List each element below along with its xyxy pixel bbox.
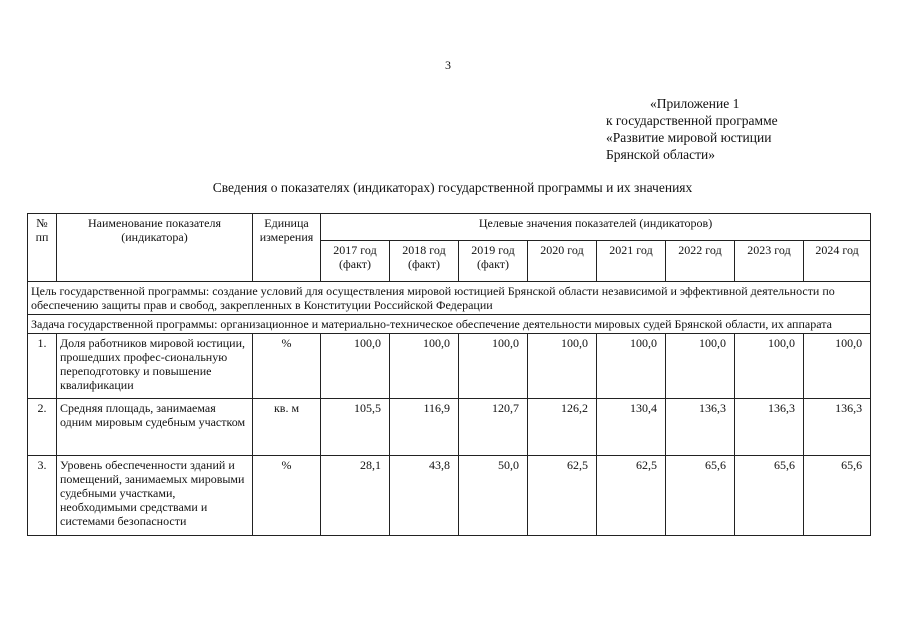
row-value: 120,7 — [459, 399, 528, 456]
year-label: 2018 год — [402, 243, 446, 257]
indicators-table — [27, 213, 871, 536]
row-value: 65,6 — [666, 456, 735, 536]
row-name: Уровень обеспеченности зданий и помещений, занимаемых мировыми судебными участками, необходимыми средствами и системами безопасности — [57, 456, 253, 536]
row-name: Доля работников мировой юстиции, прошедших профес-сиональную переподготовку и повышение квалификации — [57, 334, 253, 399]
row-value: 65,6 — [735, 456, 804, 536]
row-value: 100,0 — [804, 334, 871, 399]
goal-row — [28, 282, 871, 315]
row-num: 3. — [28, 456, 57, 536]
year-header — [666, 241, 735, 282]
header-targets: Целевые значения показателей (индикаторов) — [321, 214, 871, 241]
row-value: 100,0 — [459, 334, 528, 399]
row-value: 100,0 — [666, 334, 735, 399]
row-unit: % — [253, 334, 321, 399]
row-value: 62,5 — [597, 456, 666, 536]
year-note: (факт) — [407, 257, 440, 271]
row-value: 100,0 — [321, 334, 390, 399]
row-value: 28,1 — [321, 456, 390, 536]
row-unit: кв. м — [253, 399, 321, 456]
year-label: 2017 год — [333, 243, 377, 257]
row-num: 1. — [28, 334, 57, 399]
row-value: 65,6 — [804, 456, 871, 536]
row-value: 100,0 — [597, 334, 666, 399]
year-label: 2022 год — [678, 243, 722, 257]
year-header — [321, 241, 390, 282]
year-header — [390, 241, 459, 282]
row-value: 100,0 — [735, 334, 804, 399]
year-header — [459, 241, 528, 282]
table-row — [28, 334, 871, 399]
year-header — [528, 241, 597, 282]
appendix-line: к государственной программе — [606, 113, 778, 128]
table-header-row — [28, 214, 871, 241]
year-header — [735, 241, 804, 282]
year-label: 2024 год — [815, 243, 859, 257]
table-row — [28, 399, 871, 456]
appendix-line: «Развитие мировой юстиции — [606, 130, 772, 145]
table-row — [28, 456, 871, 536]
appendix-line: «Приложение 1 — [650, 96, 740, 111]
appendix-line: Брянской области» — [606, 147, 716, 162]
appendix-block — [606, 95, 806, 163]
header-num: № пп — [28, 214, 57, 282]
row-value: 136,3 — [666, 399, 735, 456]
row-num: 2. — [28, 399, 57, 456]
header-name: Наименование показателя (индикатора) — [57, 214, 253, 282]
year-header — [804, 241, 871, 282]
row-value: 100,0 — [528, 334, 597, 399]
goal-text: Цель государственной программы: создание условий для осуществления мировой юстицией Брянской области независимой и эффективной деятельности по обеспечению защиты прав и свобод, закрепленных в Конституции Российской Федерации — [28, 282, 871, 315]
page-number: 3 — [445, 58, 451, 72]
year-label: 2023 год — [747, 243, 791, 257]
row-value: 105,5 — [321, 399, 390, 456]
row-value: 136,3 — [735, 399, 804, 456]
year-note: (факт) — [338, 257, 371, 271]
row-unit: % — [253, 456, 321, 536]
row-value: 136,3 — [804, 399, 871, 456]
row-value: 100,0 — [390, 334, 459, 399]
task-text: Задача государственной программы: организационное и материально-техническое обеспечение деятельности мировых судей Брянской области, их аппарата — [28, 315, 871, 334]
year-note: (факт) — [476, 257, 509, 271]
row-value: 43,8 — [390, 456, 459, 536]
year-label: 2019 год — [471, 243, 515, 257]
row-value: 126,2 — [528, 399, 597, 456]
row-value: 116,9 — [390, 399, 459, 456]
row-name: Средняя площадь, занимаемая одним мировым судебным участком — [57, 399, 253, 456]
year-label: 2020 год — [540, 243, 584, 257]
row-value: 50,0 — [459, 456, 528, 536]
header-unit: Единица измерения — [253, 214, 321, 282]
year-label: 2021 год — [609, 243, 653, 257]
year-header — [597, 241, 666, 282]
row-value: 130,4 — [597, 399, 666, 456]
task-row — [28, 315, 871, 334]
row-value: 62,5 — [528, 456, 597, 536]
document-title: Сведения о показателях (индикаторах) государственной программы и их значениях — [212, 180, 693, 195]
